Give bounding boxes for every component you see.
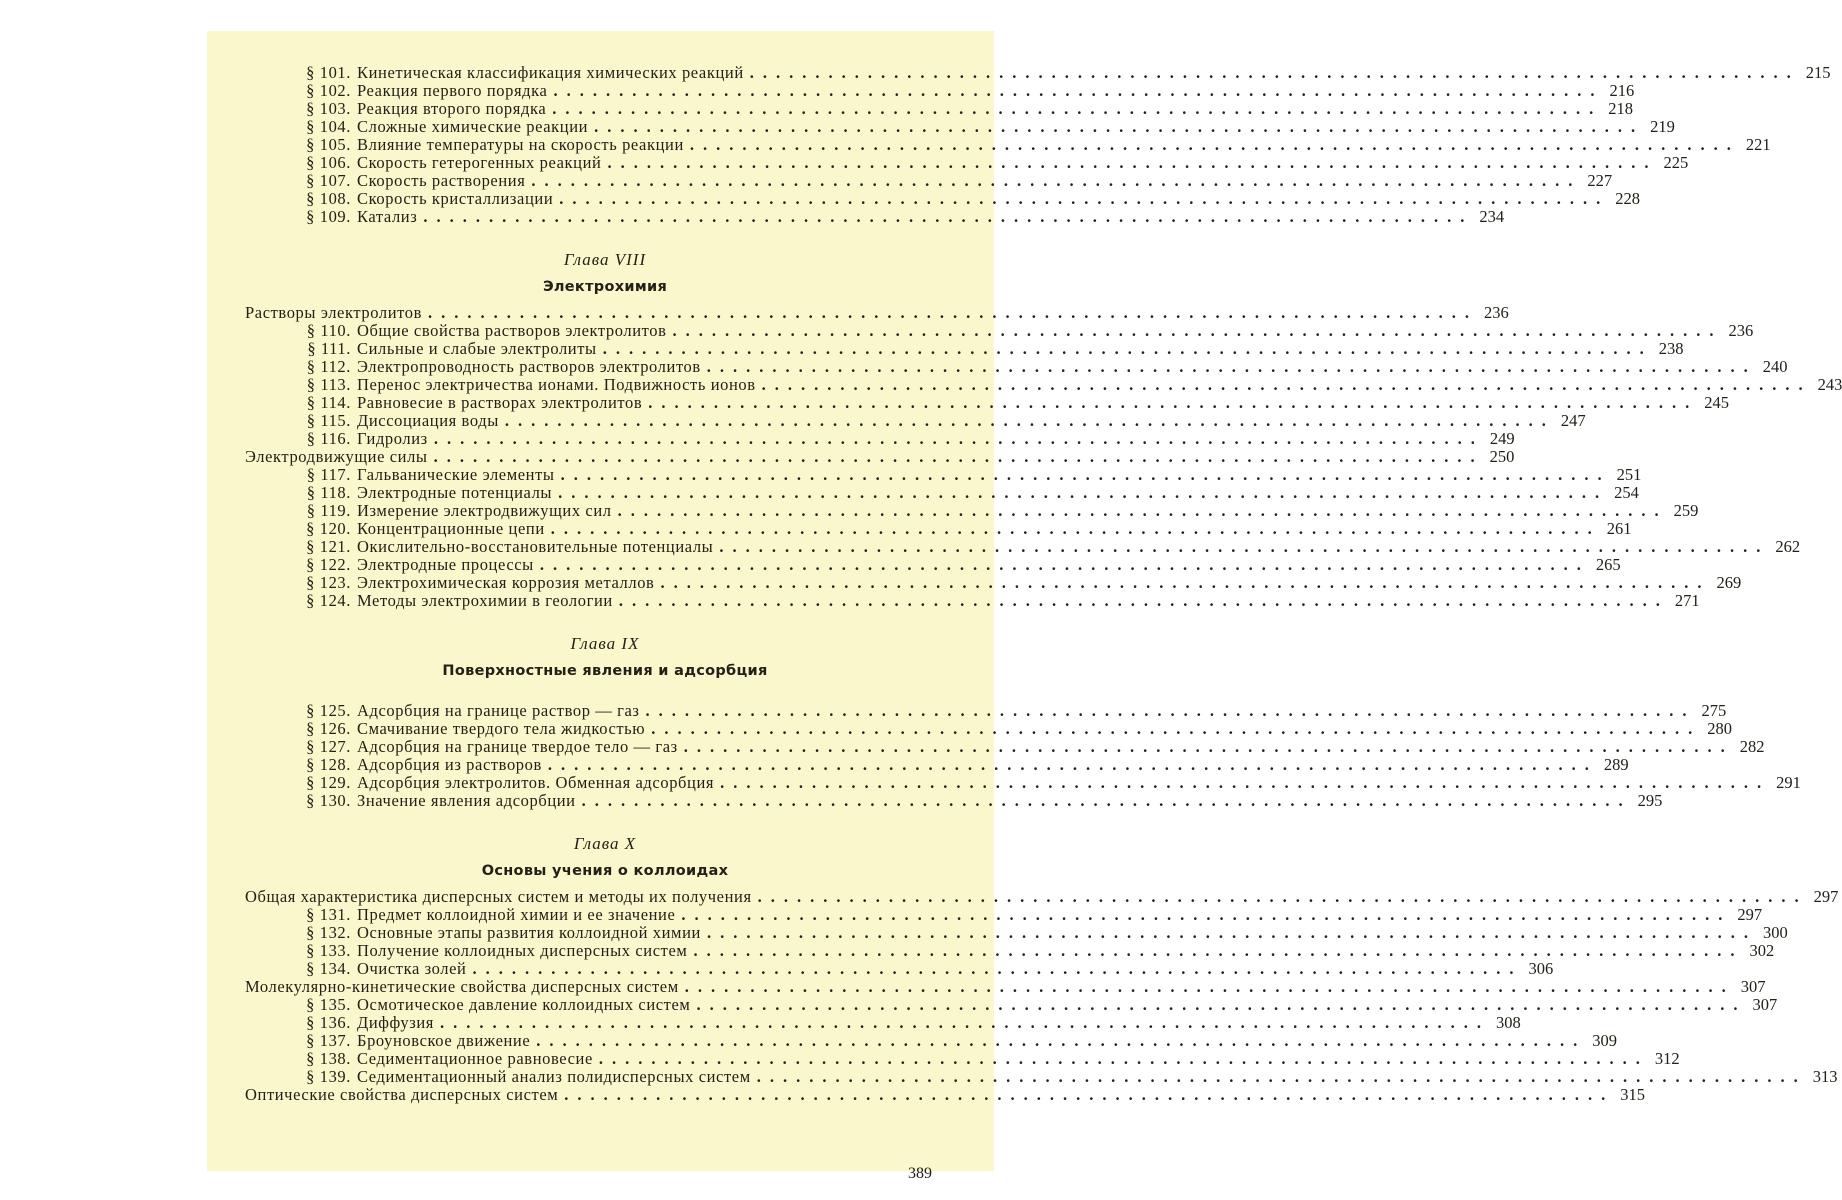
section-number: § 124. [306,591,351,610]
section-number: § 118. [306,483,351,502]
entry-page-number: 308 [1495,1013,1521,1032]
entry-title: Реакция первого порядка [357,81,548,100]
entry-title: Оптические свойства дисперсных систем [245,1085,559,1104]
toc-section-entry [245,153,1689,172]
entry-title: Скорость гетерогенных реакций [357,153,602,172]
section-number: § 110. [306,321,351,340]
entry-page-number: 280 [1707,719,1732,738]
toc-section-entry [245,207,1505,226]
dot-leader: ................................................................................ [617,501,1668,520]
entry-title: Общие свойства растворов электролитов [357,321,667,340]
entry-title: Электрохимическая коррозия металлов [357,573,655,592]
toc-section-entry [245,81,1635,100]
section-number: § 136. [306,1013,351,1032]
section-number: § 126. [306,719,351,738]
toc-section-entry [245,923,1788,942]
toc-section-entry [245,573,1742,592]
entry-title: Седиментационное равновесие [357,1049,593,1068]
entry-page-number: 291 [1776,773,1801,792]
entry-title: Смачивание твердого тела жидкостью [357,719,646,738]
entry-title: Реакция второго порядка [357,99,547,118]
dot-leader: ................................................................................ [645,701,1696,720]
dot-leader: ................................................................................ [550,519,1601,538]
dot-leader: ................................................................................ [648,393,1699,412]
toc-section-entry [245,501,1699,520]
toc-section-entry [245,959,1554,978]
dot-leader: ................................................................................ [681,905,1732,924]
entry-title: Значение явления адсорбции [357,791,576,810]
entry-title: Кинетическая классификация химических реакций [357,63,744,82]
toc-section-entry [245,357,1788,376]
chapter-title: Поверхностные явления и адсорбция [442,663,768,679]
toc-part-entry [245,887,1839,906]
table-of-contents [245,63,1842,1104]
entry-page-number: 245 [1704,393,1729,412]
section-number: § 128. [306,755,351,774]
toc-section-entry [245,393,1729,412]
dot-leader: ................................................................................ [693,941,1744,960]
section-number: § 113. [306,375,351,394]
entry-page-number: 261 [1606,519,1632,538]
entry-page-number: 295 [1637,791,1663,810]
chapter-heading: Глава VIII [563,250,647,269]
entry-title: Общая характеристика дисперсных систем и методы их получения [245,887,752,906]
entry-title: Диссоциация воды [357,411,499,430]
dot-leader: ................................................................................ [761,375,1812,394]
dot-leader: ................................................................................ [706,923,1757,942]
section-number: § 107. [306,171,351,190]
dot-leader: ................................................................................ [607,153,1658,172]
section-number: § 106. [306,153,351,172]
entry-page-number: 225 [1663,153,1689,172]
page-number: 389 [908,1165,932,1182]
entry-title: Диффузия [357,1013,434,1032]
entry-page-number: 221 [1745,135,1771,154]
toc-section-entry [245,483,1639,502]
section-number: § 137. [306,1031,351,1050]
entry-page-number: 271 [1674,591,1700,610]
entry-page-number: 251 [1616,465,1642,484]
toc-section-entry [245,719,1732,738]
chapter-title: Основы учения о коллоидах [481,863,729,879]
book-page [207,31,1842,1182]
toc-section-entry [245,411,1586,430]
section-number: § 131. [306,905,351,924]
entry-page-number: 275 [1701,701,1727,720]
dot-leader: ................................................................................ [433,429,1484,448]
dot-leader: ................................................................................ [472,959,1523,978]
entry-page-number: 215 [1805,63,1831,82]
entry-page-number: 238 [1658,339,1684,358]
entry-title: Методы электрохимии в геологии [357,591,613,610]
toc-section-entry [245,941,1775,960]
dot-leader: ................................................................................ [560,465,1611,484]
section-number: § 121. [306,537,351,556]
entry-title: Влияние температуры на скорость реакции [357,135,684,154]
section-number: § 127. [306,737,351,756]
entry-title: Равновесие в растворах электролитов [357,393,643,412]
entry-page-number: 247 [1560,411,1586,430]
dot-leader: ................................................................................ [672,321,1723,340]
entry-page-number: 300 [1762,923,1788,942]
section-number: § 112. [306,357,351,376]
section-number: § 109. [306,207,351,226]
entry-title: Электродвижущие силы [245,447,428,466]
entry-title: Осмотическое давление коллоидных систем [357,995,691,1014]
entry-title: Катализ [357,207,418,226]
entry-title: Сложные химические реакции [357,117,589,136]
section-number: § 138. [306,1049,351,1068]
entry-title: Электродные потенциалы [357,483,553,502]
toc-section-entry [245,1031,1618,1050]
toc-section-entry [245,773,1801,792]
dot-leader: ................................................................................ [651,719,1702,738]
entry-title: Скорость растворения [357,171,526,190]
dot-leader: ................................................................................ [423,207,1474,226]
dot-leader: ................................................................................ [719,537,1770,556]
chapter-heading: Глава IX [570,634,640,653]
dot-leader: ................................................................................ [602,339,1653,358]
entry-page-number: 227 [1587,171,1613,190]
toc-section-entry [245,1049,1680,1068]
entry-title: Сильные и слабые электролиты [357,339,597,358]
toc-section-entry [245,537,1801,556]
dot-leader: ................................................................................ [536,1031,1587,1050]
entry-page-number: 216 [1609,81,1635,100]
toc-section-entry [245,1013,1521,1032]
dot-leader: ................................................................................ [581,791,1632,810]
entry-title: Адсорбция на границе раствор — газ [357,701,640,720]
toc-section-entry [245,321,1754,340]
entry-title: Очистка золей [357,959,467,978]
toc-part-entry [245,303,1509,322]
section-number: § 115. [306,411,351,430]
toc-part-entry [245,977,1766,996]
section-number: § 111. [307,339,351,358]
entry-page-number: 313 [1812,1067,1838,1086]
entry-title: Измерение электродвижущих сил [357,501,612,520]
toc-section-entry [245,375,1842,394]
toc-section-entry [245,99,1634,118]
entry-page-number: 297 [1813,887,1839,906]
toc-section-entry [245,63,1831,82]
dot-leader: ................................................................................ [660,573,1711,592]
toc-section-entry [245,791,1663,810]
dot-leader: ................................................................................ [564,1085,1615,1104]
entry-title: Электропроводность растворов электролитов [357,357,701,376]
spacer [245,688,935,702]
section-number: § 119. [306,501,351,520]
entry-page-number: 315 [1620,1085,1646,1104]
dot-leader: ................................................................................ [598,1049,1649,1068]
dot-leader: ................................................................................ [689,135,1740,154]
dot-leader: ................................................................................ [553,81,1604,100]
dot-leader: ................................................................................ [720,773,1771,792]
section-number: § 123. [306,573,351,592]
section-number: § 130. [306,791,351,810]
entry-page-number: 259 [1673,501,1699,520]
dot-leader: ................................................................................ [594,117,1645,136]
toc-section-entry [245,465,1642,484]
entry-title: Электродные процессы [357,555,534,574]
entry-title: Гальванические элементы [357,465,555,484]
dot-leader: ................................................................................ [539,555,1590,574]
toc-section-entry [245,171,1613,190]
section-number: § 114. [306,393,351,412]
dot-leader: ................................................................................ [756,1067,1807,1086]
entry-page-number: 254 [1614,483,1639,502]
dot-leader: ................................................................................ [439,1013,1490,1032]
section-number: § 122. [306,555,351,574]
dot-leader: ................................................................................ [427,303,1478,322]
section-number: § 102. [306,81,351,100]
section-number: § 116. [306,429,351,448]
entry-title: Основные этапы развития коллоидной химии [357,923,701,942]
entry-page-number: 302 [1749,941,1775,960]
section-number: § 103. [306,99,351,118]
toc-section-entry [245,995,1778,1014]
toc-part-entry [245,447,1515,466]
entry-page-number: 249 [1489,429,1515,448]
entry-page-number: 219 [1650,117,1675,136]
dot-leader: ................................................................................ [683,737,1734,756]
section-number: § 132. [306,923,351,942]
toc-part-entry [245,1085,1646,1104]
toc-section-entry [245,1067,1838,1086]
dot-leader: ................................................................................ [749,63,1800,82]
entry-page-number: 236 [1483,303,1509,322]
entry-page-number: 306 [1528,959,1554,978]
entry-title: Концентрационные цепи [357,519,545,538]
entry-title: Адсорбция из растворов [357,755,542,774]
section-number: § 133. [306,941,351,960]
toc-section-entry [245,555,1621,574]
section-number: § 139. [306,1067,351,1086]
section-number: § 104. [306,117,351,136]
toc-section-entry [245,737,1765,756]
section-number: § 135. [306,995,351,1014]
dot-leader: ................................................................................ [531,171,1582,190]
entry-page-number: 297 [1737,905,1763,924]
entry-title: Гидролиз [357,429,428,448]
entry-page-number: 218 [1608,99,1634,118]
toc-section-entry [245,135,1771,154]
entry-page-number: 269 [1716,573,1742,592]
toc-section-entry [245,755,1629,774]
toc-section-entry [245,429,1515,448]
toc-section-entry [245,117,1675,136]
dot-leader: ................................................................................ [757,887,1808,906]
entry-title: Получение коллоидных дисперсных систем [357,941,688,960]
chapter-heading: Глава X [573,834,637,853]
entry-title: Броуновское движение [357,1031,531,1050]
toc-section-entry [245,339,1684,358]
section-number: § 125. [306,701,351,720]
entry-title: Растворы электролитов [245,303,422,322]
entry-page-number: 309 [1592,1031,1618,1050]
entry-title: Адсорбция электролитов. Обменная адсорбция [357,773,715,792]
section-number: § 105. [306,135,351,154]
entry-page-number: 289 [1603,755,1629,774]
entry-page-number: 250 [1489,447,1515,466]
entry-page-number: 234 [1479,207,1505,226]
dot-leader: ................................................................................ [706,357,1757,376]
dot-leader: ................................................................................ [684,977,1735,996]
toc-section-entry [245,905,1763,924]
entry-page-number: 243 [1817,375,1842,394]
entry-title: Скорость кристаллизации [357,189,554,208]
entry-title: Предмет коллоидной химии и ее значение [357,905,676,924]
toc-section-entry [245,519,1632,538]
section-number: § 120. [306,519,351,538]
entry-page-number: 236 [1728,321,1754,340]
entry-page-number: 307 [1740,977,1766,996]
dot-leader: ................................................................................ [433,447,1484,466]
dot-leader: ................................................................................ [618,591,1669,610]
entry-page-number: 307 [1752,995,1778,1014]
chapter-title: Электрохимия [542,279,668,295]
entry-page-number: 282 [1739,737,1765,756]
entry-page-number: 262 [1775,537,1801,556]
toc-section-entry [245,189,1641,208]
dot-leader: ................................................................................ [558,483,1609,502]
toc-section-entry [245,591,1700,610]
entry-title: Молекулярно-кинетические свойства дисперсных систем [245,977,679,996]
section-number: § 129. [306,773,351,792]
entry-title: Седиментационный анализ полидисперсных систем [357,1067,751,1086]
dot-leader: ................................................................................ [696,995,1747,1014]
dot-leader: ................................................................................ [552,99,1603,118]
entry-page-number: 265 [1595,555,1621,574]
entry-title: Адсорбция на границе твердое тело — газ [357,737,678,756]
dot-leader: ................................................................................ [547,755,1598,774]
section-number: § 108. [306,189,351,208]
entry-page-number: 228 [1615,189,1641,208]
section-number: § 101. [306,63,351,82]
entry-page-number: 240 [1762,357,1788,376]
toc-section-entry [245,701,1727,720]
section-number: § 134. [306,959,351,978]
dot-leader: ................................................................................ [559,189,1610,208]
entry-title: Перенос электричества ионами. Подвижность ионов [357,375,756,394]
entry-page-number: 312 [1654,1049,1680,1068]
entry-title: Окислительно-восстановительные потенциалы [357,537,714,556]
dot-leader: ................................................................................ [504,411,1555,430]
section-number: § 117. [306,465,351,484]
